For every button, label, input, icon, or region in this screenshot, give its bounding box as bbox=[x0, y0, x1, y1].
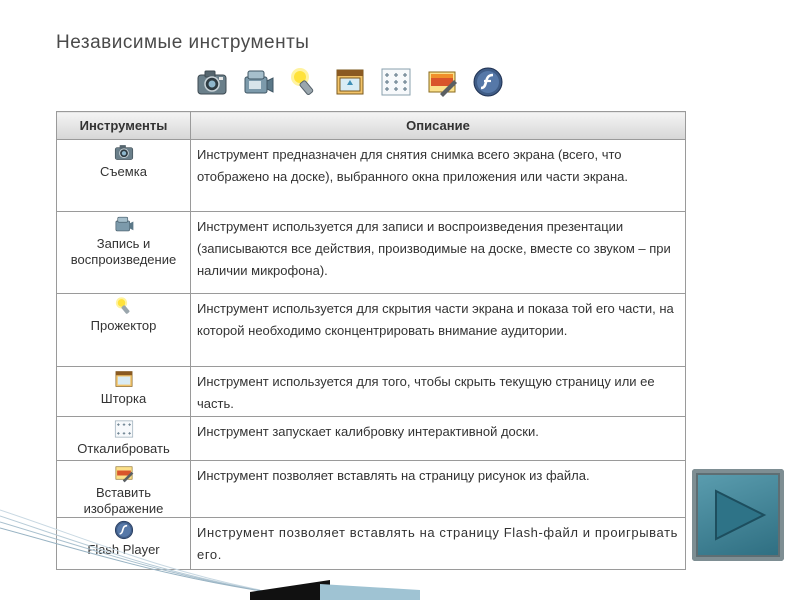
table-row bbox=[57, 367, 686, 417]
description-cell: Инструмент используется для записи и воспроизведения презентации (записываются все действия, производимые на доске, вместе со звуком – при наличии микрофона). bbox=[191, 212, 686, 294]
tool-name: Шторка bbox=[100, 391, 147, 406]
flash-player-icon[interactable] bbox=[472, 66, 504, 98]
tool-cell bbox=[57, 212, 191, 294]
curtain-icon[interactable] bbox=[334, 66, 366, 98]
curtain-icon[interactable] bbox=[114, 369, 134, 389]
tool-name: Flash Player bbox=[87, 542, 160, 557]
description-cell: Инструмент позволяет вставлять на страницу Flash-файл и проигрывать его. bbox=[191, 518, 686, 570]
camera-icon[interactable] bbox=[196, 66, 228, 98]
tools-icon-strip bbox=[196, 64, 504, 100]
spotlight-icon[interactable] bbox=[114, 296, 134, 316]
tool-name: Откалибровать bbox=[77, 441, 170, 456]
decorative-swoosh bbox=[0, 480, 420, 600]
description-cell: Инструмент используется для скрытия части экрана и показа той его части, на которой необходимо сконцентрировать внимание аудитории. bbox=[191, 294, 686, 367]
description-cell: Инструмент запускает калибровку интерактивной доски. bbox=[191, 417, 686, 461]
slide-title: Независимые инструменты bbox=[56, 32, 310, 53]
play-arrow-icon bbox=[706, 483, 770, 547]
tool-name: Прожектор bbox=[90, 318, 157, 333]
tool-name: Вставить изображение bbox=[83, 485, 164, 516]
tool-cell bbox=[57, 417, 191, 461]
tool-name: Запись и воспроизведение bbox=[70, 236, 177, 267]
tool-name: Съемка bbox=[100, 164, 147, 179]
description-cell: Инструмент предназначен для снятия снимка всего экрана (всего, что отображено на доске), выбранного окна приложения или части экрана. bbox=[191, 140, 686, 212]
spotlight-icon[interactable] bbox=[288, 66, 320, 98]
table-header-row bbox=[57, 112, 686, 140]
tool-cell bbox=[57, 367, 191, 417]
table-row bbox=[57, 140, 686, 212]
insert-image-icon[interactable] bbox=[426, 66, 458, 98]
description-cell: Инструмент используется для того, чтобы скрыть текущую страницу или ее часть. bbox=[191, 367, 686, 417]
description-cell: Инструмент позволяет вставлять на страницу рисунок из файла. bbox=[191, 461, 686, 518]
tool-cell bbox=[57, 294, 191, 367]
video-camera-icon[interactable] bbox=[242, 66, 274, 98]
camera-icon[interactable] bbox=[114, 142, 134, 162]
next-slide-button[interactable] bbox=[692, 469, 784, 561]
video-camera-icon[interactable] bbox=[114, 214, 134, 234]
table-row bbox=[57, 212, 686, 294]
header-description: Описание bbox=[191, 112, 686, 140]
table-row bbox=[57, 417, 686, 461]
table-row bbox=[57, 294, 686, 367]
calibrate-grid-icon[interactable] bbox=[380, 66, 412, 98]
header-tools: Инструменты bbox=[57, 112, 191, 140]
calibrate-grid-icon[interactable] bbox=[114, 419, 134, 439]
tool-cell bbox=[57, 140, 191, 212]
